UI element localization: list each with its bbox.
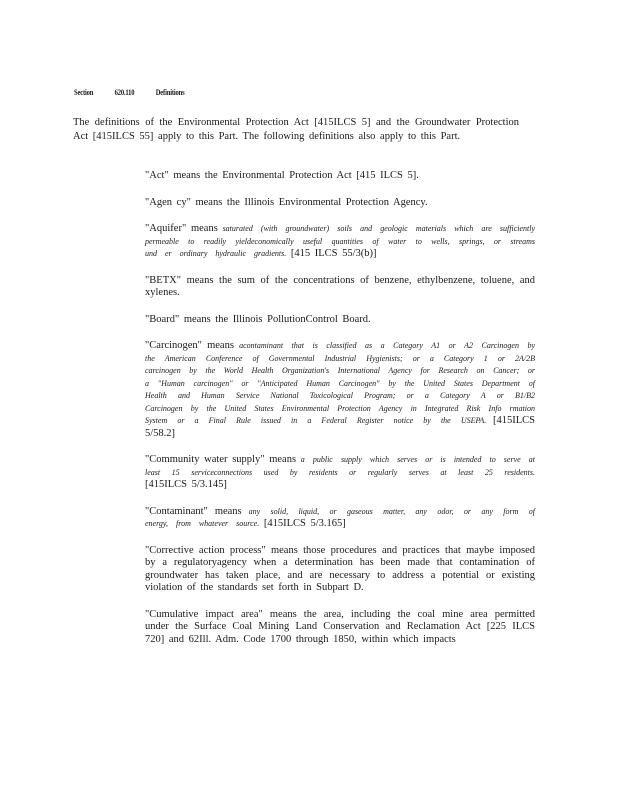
definition-term: "Community water supply" — [145, 454, 265, 465]
intro-paragraph: The definitions of the Environmental Protection Act [415ILCS 5] and the Groundwater Protection Act [415ILCS 55] apply to this Part. The following definitions also apply to this Part. — [73, 117, 519, 142]
definition-text: means those procedures and practices that maybe imposed by a regulatoryagency when a determination has been made that contamination of groundwater has taken place, and are necessary to address a potential or existing violation of the standards set forth in Subpart D. — [145, 544, 535, 593]
citation: [415ILCS 5/3.145] — [145, 479, 227, 490]
definition-community-water-supply — [145, 454, 535, 492]
statutory-text: a public supply which serves or is intended to serve at least 15 serviceconnections used by residents or regularly serves at least 25 residents. — [145, 455, 535, 477]
definition-term: "Board" — [145, 313, 180, 325]
definition-term: "BETX" — [145, 274, 181, 286]
section-title: Definitions — [155, 88, 185, 97]
definition-text: means the Environmental Protection Act [415 ILCS 5]. — [173, 170, 419, 181]
statutory-text: saturated (with groundwater) soils and geologic materials which are sufficiently permeable to readily yieldeconomically useful quantities of water to wells, springs, or streams und er ordinary hydraulic gradients. — [145, 224, 536, 258]
definition-term: "Carcinogen" — [145, 340, 202, 351]
definition-text: means — [207, 340, 234, 351]
definition-text: means — [214, 505, 242, 517]
definition-term: "Contaminant" — [145, 505, 208, 517]
statutory-text: acontaminant that is classified as a Category A1 or A2 Carcinogen by the American Conference of Governmental Industrial Hygienists; or a Category 1 or 2A/2B carcinogen by the World Health Organization's International Agency for Research on Cancer; or a "Human carcinogen" or "Anticipated Human Carcinogen" by the United States Department of Health and Human Service National Toxicological Program; or a Category A or B1/B2 Carcinogen by the United States Environmental Protection Agency in Integrated Risk Info rmation System or a Final Rule issued in a Federal Register notice by the USEPA. — [145, 341, 536, 425]
definition-term: "Corrective action process" — [145, 544, 266, 556]
definition-carcinogen — [145, 340, 535, 440]
citation: [415 ILCS 55/3(b)] — [290, 248, 377, 259]
definition-term: "Act" — [145, 170, 169, 181]
definition-board — [145, 314, 535, 327]
section-label: Section — [74, 88, 94, 97]
definition-text: means the area, including the coal mine area permitted under the Surface Coal Mining Land Conservation and Reclamation Act [225 ILCS 720] and 62Ill. Adm. Code 1700 through 1850, within which impacts — [145, 608, 536, 645]
definition-text: means the Illinois Environmental Protection Agency. — [195, 196, 428, 208]
definition-agency — [145, 197, 535, 210]
statutory-text: any solid, liquid, or gaseous matter, any odor, or any form of energy, from whatever source. — [145, 506, 535, 528]
definition-text: means the sum of the concentrations of benzene, ethylbenzene, toluene, and xylenes. — [145, 274, 536, 298]
citation: [415ILCS 5/3.165] — [263, 518, 346, 529]
definition-term: "Aquifer" — [145, 223, 187, 234]
definition-term: "Cumulative impact area" — [145, 608, 263, 620]
definition-text: means — [190, 223, 218, 234]
section-number: 620.110 — [114, 88, 135, 97]
definition-aquifer — [145, 223, 535, 261]
definition-term: "Agen cy" — [145, 196, 191, 208]
definition-contaminant — [145, 506, 535, 531]
definitions-list — [145, 170, 535, 660]
citation: [415ILCS 5/58.2] — [145, 415, 536, 439]
section-heading — [74, 88, 185, 97]
definition-act — [145, 170, 535, 183]
definition-corrective-action-process — [145, 545, 535, 595]
definition-text: means — [269, 454, 297, 465]
definition-text: means the Illinois PollutionControl Board. — [183, 313, 371, 325]
definition-betx — [145, 275, 535, 300]
definition-cumulative-impact-area — [145, 609, 535, 647]
